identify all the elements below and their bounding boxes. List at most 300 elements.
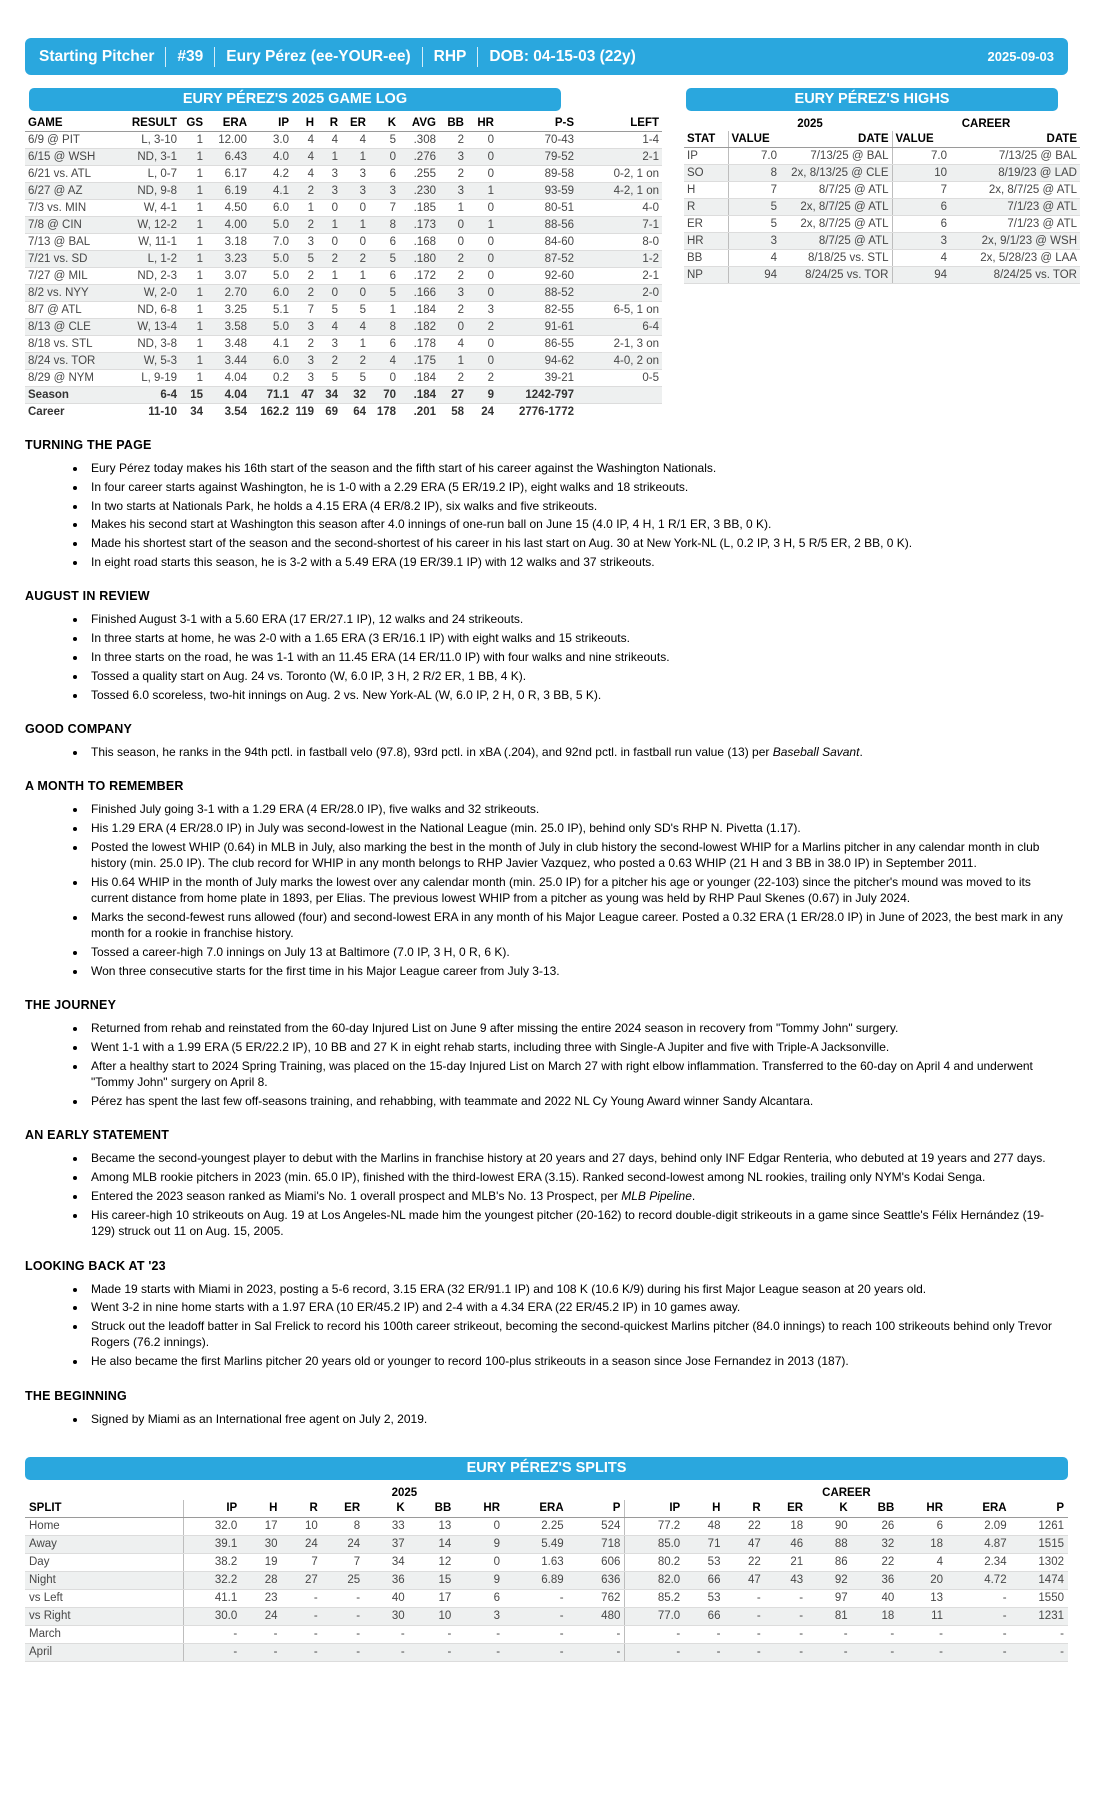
- cell: SO: [684, 165, 728, 182]
- game-log-title: EURY PÉREZ'S 2025 GAME LOG: [29, 88, 561, 111]
- cell: 4: [317, 132, 341, 149]
- splits-row: [25, 1517, 1068, 1535]
- cell: 34: [190, 406, 203, 418]
- cell: -: [724, 1625, 764, 1643]
- splits-row: [25, 1607, 1068, 1625]
- cell: 4.72: [947, 1571, 1011, 1589]
- cell: 77.2: [625, 1517, 684, 1535]
- header-item: RHP: [433, 47, 467, 65]
- cell: 1: [317, 217, 341, 234]
- cell: 0: [467, 336, 497, 353]
- cell: 0: [467, 200, 497, 217]
- bullet-list: [71, 1020, 1068, 1109]
- cell: ER: [684, 216, 728, 233]
- cell: 18: [765, 1517, 807, 1535]
- splits-table: [25, 1484, 1068, 1662]
- cell: 24: [241, 1607, 281, 1625]
- cell: 6/15 @ WSH: [25, 149, 118, 166]
- cell: 6/21 vs. ATL: [25, 166, 118, 183]
- cell: -: [281, 1607, 321, 1625]
- cell: .182: [399, 319, 439, 336]
- cell: 7/3 vs. MIN: [25, 200, 118, 217]
- bullet-item: • Makes his second start at Washington this season after 4.0 innings of one-run ball on June 15 (4.0 IP, 4 H, 1 R/1 ER, 3 BB, 0 K).: [87, 516, 1068, 532]
- cell: 17: [241, 1517, 281, 1535]
- cell: -: [898, 1625, 947, 1643]
- cell: R: [684, 199, 728, 216]
- cell: 34: [364, 1553, 409, 1571]
- cell: 34: [317, 387, 341, 404]
- cell: 524: [568, 1517, 625, 1535]
- cell: 7.0: [728, 148, 780, 165]
- cell: .180: [399, 251, 439, 268]
- cell: -: [852, 1625, 899, 1643]
- cell: 20: [898, 1571, 947, 1589]
- cell: 3: [728, 233, 780, 250]
- column-header: HR: [898, 1500, 947, 1518]
- cell: 8: [369, 217, 399, 234]
- cell: .166: [399, 285, 439, 302]
- highs-row: [684, 233, 1080, 250]
- cell: 82-55: [497, 302, 577, 319]
- game-log-row: [25, 302, 662, 319]
- cell: 2-1: [577, 268, 662, 285]
- bullet-item: • He also became the first Marlins pitcher 20 years old or younger to record 100-plus strikeouts in a season since Jose Fernandez in 2013 (187).: [87, 1353, 1068, 1369]
- highs-title: EURY PÉREZ'S HIGHS: [686, 88, 1058, 111]
- cell: 1: [317, 268, 341, 285]
- bullet-item: • Entered the 2023 season ranked as Miami's No. 1 overall prospect and MLB's No. 13 Prospect, per MLB Pipeline.: [87, 1188, 1068, 1204]
- cell: -: [684, 1643, 724, 1661]
- cell: 2x, 8/7/25 @ ATL: [950, 182, 1080, 199]
- cell: 5: [292, 251, 317, 268]
- cell: 480: [568, 1607, 625, 1625]
- cell: 3.48: [206, 336, 250, 353]
- split-label: Home: [25, 1517, 184, 1535]
- cell: 4: [292, 149, 317, 166]
- note-section: [25, 1128, 1068, 1239]
- cell: .168: [399, 234, 439, 251]
- column-header: LEFT: [577, 115, 662, 132]
- split-label: vs Left: [25, 1589, 184, 1607]
- cell: 92: [807, 1571, 852, 1589]
- cell: 47: [724, 1571, 764, 1589]
- stat-tables-row: [25, 88, 1077, 420]
- cell: 4: [898, 1553, 947, 1571]
- cell: -: [322, 1607, 364, 1625]
- cell: HR: [684, 233, 728, 250]
- cell: 4: [369, 353, 399, 370]
- cell: 6: [369, 234, 399, 251]
- cell: .175: [399, 353, 439, 370]
- game-log-row: [25, 353, 662, 370]
- cell: 1: [341, 268, 369, 285]
- cell: 8: [369, 319, 399, 336]
- cell: 84-60: [497, 234, 577, 251]
- cell: 1: [180, 319, 206, 336]
- cell: 97: [807, 1589, 852, 1607]
- cell: 5: [341, 370, 369, 387]
- bullet-list: [71, 801, 1068, 979]
- game-log-table: [25, 115, 662, 420]
- cell: 0: [467, 132, 497, 149]
- header-item: DOB: 04-15-03 (22y): [489, 47, 636, 65]
- cell: -: [281, 1643, 321, 1661]
- cell: .185: [399, 200, 439, 217]
- cell: 3: [892, 233, 950, 250]
- cell: 88-56: [497, 217, 577, 234]
- cell: 85.0: [625, 1535, 684, 1553]
- header-separator: [214, 47, 215, 67]
- cell: .308: [399, 132, 439, 149]
- cell: 2.25: [504, 1517, 568, 1535]
- cell: W, 5-3: [118, 353, 180, 370]
- bullet-item: • Made his shortest start of the season and the second-shortest of his career in his last start on Aug. 30 at New York-NL (L, 0.2 IP, 3 H, 5 R/5 ER, 2 BB, 0 K).: [87, 535, 1068, 551]
- cell: 6-5, 1 on: [577, 302, 662, 319]
- note-section: [25, 1259, 1068, 1370]
- cell: 7/13/25 @ BAL: [780, 148, 892, 165]
- split-label: Away: [25, 1535, 184, 1553]
- section-heading: LOOKING BACK AT '23: [25, 1258, 166, 1273]
- cell: 5: [369, 132, 399, 149]
- bullet-list: [71, 1411, 1068, 1427]
- cell: 8/7/25 @ ATL: [780, 182, 892, 199]
- cell: 66: [684, 1571, 724, 1589]
- cell: 32: [341, 387, 369, 404]
- cell: 4.2: [250, 166, 292, 183]
- cell: 1302: [1011, 1553, 1068, 1571]
- cell: .230: [399, 183, 439, 200]
- cell: 1: [180, 251, 206, 268]
- cell: 7.0: [892, 148, 950, 165]
- bullet-list: [71, 1150, 1068, 1239]
- section-heading: AN EARLY STATEMENT: [25, 1128, 170, 1143]
- bullet-item: • Posted the lowest WHIP (0.64) in MLB in July, also marking the best in the month of July in club history the second-lowest WHIP for a Marlins pitcher in any calendar month in club history (min. 25.0 IP). The club record for WHIP in any month belongs to RHP Javier Vazquez, who posted a 0.63 WHIP (21 H and 3 BB in 38.0 IP) in September 2011.: [87, 839, 1068, 872]
- cell: 5.1: [250, 302, 292, 319]
- cell: 0: [369, 370, 399, 387]
- cell: 47: [292, 387, 317, 404]
- cell: -: [409, 1625, 456, 1643]
- cell: 3: [341, 183, 369, 200]
- game-log-total-row: [25, 404, 662, 421]
- cell: 6.0: [250, 353, 292, 370]
- cell: 5: [728, 199, 780, 216]
- cell: 3: [369, 183, 399, 200]
- cell: 21: [765, 1553, 807, 1571]
- cell: 8/18 vs. STL: [25, 336, 118, 353]
- cell: 40: [852, 1589, 899, 1607]
- cell: 5: [369, 285, 399, 302]
- highs-table: [684, 115, 1080, 284]
- cell: 12.00: [206, 132, 250, 149]
- group-header: 2025: [797, 118, 823, 130]
- cell: 36: [852, 1571, 899, 1589]
- cell: 606: [568, 1553, 625, 1571]
- bullet-list: [71, 744, 1068, 760]
- cell: 7: [728, 182, 780, 199]
- highs-section: [684, 88, 1080, 284]
- cell: 10: [281, 1517, 321, 1535]
- cell: 1550: [1011, 1589, 1068, 1607]
- bullet-item: • Pérez has spent the last few off-seasons training, and rehabbing, with teammate and 2022 NL Cy Young Award winner Sandy Alcantara.: [87, 1093, 1068, 1109]
- cell: W, 4-1: [118, 200, 180, 217]
- game-log-row: [25, 200, 662, 217]
- bullet-item: • This season, he ranks in the 94th pctl. in fastball velo (97.8), 93rd pctl. in xBA (.204), and 92nd pctl. in fastball run value (13) per Baseball Savant.: [87, 744, 1068, 760]
- game-log-row: [25, 268, 662, 285]
- cell: 0: [369, 149, 399, 166]
- game-log-row: [25, 285, 662, 302]
- cell: 7: [292, 302, 317, 319]
- column-header: IP: [184, 1500, 241, 1518]
- cell: 15: [180, 387, 206, 404]
- cell: 6.0: [250, 285, 292, 302]
- cell: 18: [898, 1535, 947, 1553]
- section-heading: AUGUST IN REVIEW: [25, 589, 150, 604]
- cell: ND, 6-8: [118, 302, 180, 319]
- section-heading: TURNING THE PAGE: [25, 438, 152, 452]
- column-header: P: [568, 1500, 625, 1518]
- cell: 4: [439, 336, 467, 353]
- game-log-total-row: [25, 387, 662, 404]
- header-separator: [477, 47, 478, 67]
- cell: 88-52: [497, 285, 577, 302]
- cell: 2: [292, 285, 317, 302]
- bullet-item: • In three starts on the road, he was 1-1 with an 11.45 ERA (14 ER/11.0 IP) with four walks and nine strikeouts.: [87, 649, 1068, 665]
- cell: 4.00: [206, 217, 250, 234]
- cell: 5: [317, 302, 341, 319]
- cell: 3: [455, 1607, 504, 1625]
- section-heading: A MONTH TO REMEMBER: [25, 779, 184, 794]
- cell: 3: [292, 370, 317, 387]
- cell: 39-21: [497, 370, 577, 387]
- cell: 5.0: [250, 251, 292, 268]
- highs-row: [684, 182, 1080, 199]
- cell: 8/7 @ ATL: [25, 302, 118, 319]
- cell: NP: [684, 267, 728, 284]
- cell: 6: [369, 268, 399, 285]
- cell: W, 11-1: [118, 234, 180, 251]
- bullet-item: • Among MLB rookie pitchers in 2023 (min. 65.0 IP), finished with the third-lowest ERA (3.15). Ranked second-lowest among NL rookies, trailing only NYM's Kodai Senga.: [87, 1169, 1068, 1185]
- section-heading: THE BEGINNING: [25, 1388, 127, 1403]
- cell: ND, 9-8: [118, 183, 180, 200]
- bullet-item: • Finished July going 3-1 with a 1.29 ERA (4 ER/28.0 IP), five walks and 32 strikeouts.: [87, 801, 1068, 817]
- cell: 1: [180, 200, 206, 217]
- cell: 0-2, 1 on: [577, 166, 662, 183]
- splits-row: [25, 1535, 1068, 1553]
- cell: 1: [341, 217, 369, 234]
- cell: -: [241, 1625, 281, 1643]
- cell: 4: [292, 132, 317, 149]
- cell: 718: [568, 1535, 625, 1553]
- bullet-item: • His 1.29 ERA (4 ER/28.0 IP) in July was second-lowest in the National League (min. 25.0 IP), behind only SD's RHP N. Pivetta (1.17).: [87, 820, 1068, 836]
- splits-body: [25, 1517, 1068, 1661]
- cell: 8/24/25 vs. TOR: [780, 267, 892, 284]
- split-label: April: [25, 1643, 184, 1661]
- cell: 8/13 @ CLE: [25, 319, 118, 336]
- highs-row: [684, 148, 1080, 165]
- split-label: Day: [25, 1553, 184, 1571]
- cell: 3: [317, 183, 341, 200]
- cell: 4-0, 2 on: [577, 353, 662, 370]
- cell: 27: [281, 1571, 321, 1589]
- cell: 6: [898, 1517, 947, 1535]
- game-log-row: [25, 251, 662, 268]
- cell: -: [765, 1589, 807, 1607]
- highs-row: [684, 216, 1080, 233]
- cell: 3.23: [206, 251, 250, 268]
- cell: 2x, 5/28/23 @ LAA: [950, 250, 1080, 267]
- cell: 27: [439, 387, 467, 404]
- cell: 70-43: [497, 132, 577, 149]
- cell: 2-1, 3 on: [577, 336, 662, 353]
- cell: 1: [180, 149, 206, 166]
- cell: -: [765, 1607, 807, 1625]
- cell: 81: [807, 1607, 852, 1625]
- cell: 8/2 vs. NYY: [25, 285, 118, 302]
- cell: 79-52: [497, 149, 577, 166]
- game-log-row: [25, 370, 662, 387]
- highs-group-row: [684, 115, 1080, 131]
- cell: 32.0: [184, 1517, 241, 1535]
- splits-row: [25, 1589, 1068, 1607]
- highs-header-row: [684, 131, 1080, 148]
- column-header: BB: [439, 115, 467, 132]
- cell: 40: [364, 1589, 409, 1607]
- bullet-list: [71, 1281, 1068, 1370]
- cell: 7/13/25 @ BAL: [950, 148, 1080, 165]
- cell: 1: [180, 132, 206, 149]
- cell: 0: [467, 234, 497, 251]
- cell: 11-10: [148, 406, 177, 418]
- cell: 26: [852, 1517, 899, 1535]
- section-heading: GOOD COMPANY: [25, 721, 133, 736]
- cell: 6.19: [206, 183, 250, 200]
- bullet-item: • Went 3-2 in nine home starts with a 1.97 ERA (10 ER/45.2 IP) and 2-4 with a 4.34 ERA (22 ER/45.2 IP) in 10 games away.: [87, 1299, 1068, 1315]
- splits-title: EURY PÉREZ'S SPLITS: [25, 1457, 1068, 1480]
- cell: .173: [399, 217, 439, 234]
- cell: 1515: [1011, 1535, 1068, 1553]
- bullet-item: • In three starts at home, he was 2-0 with a 1.65 ERA (3 ER/16.1 IP) with eight walks and 15 strikeouts.: [87, 630, 1068, 646]
- cell: 23: [241, 1589, 281, 1607]
- cell: -: [504, 1643, 568, 1661]
- cell: -: [625, 1643, 684, 1661]
- cell: 64: [353, 406, 366, 418]
- game-log-row: [25, 217, 662, 234]
- cell: 30.0: [184, 1607, 241, 1625]
- cell: L, 1-2: [118, 251, 180, 268]
- cell: -: [947, 1607, 1011, 1625]
- cell: 5: [341, 302, 369, 319]
- cell: 2-0: [577, 285, 662, 302]
- cell: 0: [439, 319, 467, 336]
- cell: 4.1: [250, 336, 292, 353]
- cell: 4.0: [250, 149, 292, 166]
- cell: -: [504, 1625, 568, 1643]
- cell: 48: [684, 1517, 724, 1535]
- cell: -: [1011, 1625, 1068, 1643]
- column-header: VALUE: [892, 131, 950, 148]
- column-header: SPLIT: [25, 1500, 184, 1518]
- cell: 3: [317, 336, 341, 353]
- column-header: ER: [765, 1500, 807, 1518]
- cell: 90: [807, 1517, 852, 1535]
- cell: 39.1: [184, 1535, 241, 1553]
- header-separator: [165, 47, 166, 67]
- cell: .255: [399, 166, 439, 183]
- cell: 94-62: [497, 353, 577, 370]
- cell: -: [852, 1643, 899, 1661]
- cell: 1242-797: [497, 387, 577, 404]
- cell: 41.1: [184, 1589, 241, 1607]
- cell: 6: [892, 216, 950, 233]
- cell: -: [947, 1643, 1011, 1661]
- cell: 2: [439, 251, 467, 268]
- cell: 30: [241, 1535, 281, 1553]
- column-header: H: [241, 1500, 281, 1518]
- cell: 0: [317, 200, 341, 217]
- column-header: ERA: [206, 115, 250, 132]
- column-header: IP: [625, 1500, 684, 1518]
- splits-header-row: [25, 1500, 1068, 1518]
- cell: 1: [180, 268, 206, 285]
- bullet-list: [71, 611, 1068, 703]
- cell: 93-59: [497, 183, 577, 200]
- cell: 1-2: [577, 251, 662, 268]
- cell: 22: [724, 1553, 764, 1571]
- cell: 80.2: [625, 1553, 684, 1571]
- cell: 3: [317, 166, 341, 183]
- cell: .172: [399, 268, 439, 285]
- cell: -: [568, 1625, 625, 1643]
- bullet-item: • His career-high 10 strikeouts on Aug. 19 at Los Angeles-NL made him the youngest pitcher (20-162) to record double-digit strikeouts in a game since Seattle's Félix Hernández (19-129) struck out 11 on Aug. 15, 2005.: [87, 1207, 1068, 1240]
- splits-head: [25, 1484, 1068, 1518]
- cell: -: [184, 1643, 241, 1661]
- cell: 36: [364, 1571, 409, 1589]
- cell: -: [765, 1625, 807, 1643]
- highs-head: [684, 115, 1080, 148]
- cell: 24: [481, 406, 494, 418]
- split-label: March: [25, 1625, 184, 1643]
- splits-group-row: [25, 1484, 1068, 1500]
- cell: 178: [376, 406, 396, 418]
- cell: 86: [807, 1553, 852, 1571]
- cell: -: [241, 1643, 281, 1661]
- column-header: ERA: [504, 1500, 568, 1518]
- splits-section: [25, 1457, 1068, 1662]
- cell: 4-0: [577, 200, 662, 217]
- cell: 4: [292, 166, 317, 183]
- bullet-item: • Made 19 starts with Miami in 2023, posting a 5-6 record, 3.15 ERA (32 ER/91.1 IP) and 108 K (10.6 K/9) during his first Major League season at 20 years old.: [87, 1281, 1068, 1297]
- cell: -: [765, 1643, 807, 1661]
- cell: 2.09: [947, 1517, 1011, 1535]
- game-log-head: [25, 115, 662, 132]
- cell: 1: [341, 149, 369, 166]
- cell: 1.63: [504, 1553, 568, 1571]
- cell: W, 12-2: [118, 217, 180, 234]
- cell: -: [947, 1589, 1011, 1607]
- game-log-row: [25, 132, 662, 149]
- bullet-item: • Finished August 3-1 with a 5.60 ERA (17 ER/27.1 IP), 12 walks and 24 strikeouts.: [87, 611, 1068, 627]
- column-header: P-S: [497, 115, 577, 132]
- cell: 43: [765, 1571, 807, 1589]
- highs-row: [684, 199, 1080, 216]
- bullet-item: • Struck out the leadoff batter in Sal Frelick to record his 100th career strikeout, becoming the second-quickest Marlins pitcher (84.0 innings) to reach 100 strikeouts behind only Trevor Rogers (76.2 innings).: [87, 1318, 1068, 1351]
- cell: 7/27 @ MIL: [25, 268, 118, 285]
- cell: -: [504, 1607, 568, 1625]
- note-section: [25, 998, 1068, 1109]
- cell: 1: [180, 285, 206, 302]
- cell: 88: [807, 1535, 852, 1553]
- cell: 12: [409, 1553, 456, 1571]
- cell: 3.54: [224, 406, 247, 418]
